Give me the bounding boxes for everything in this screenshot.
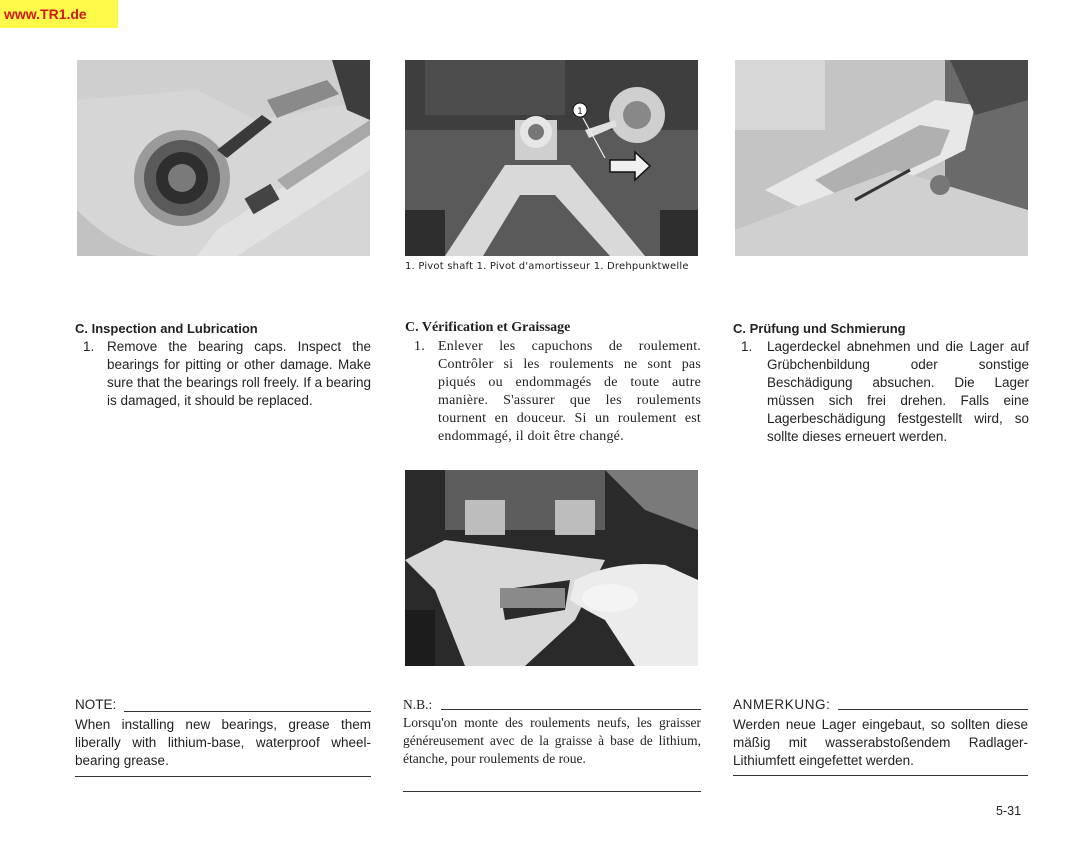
note-rule-top-german <box>838 709 1028 710</box>
page-number: 5-31 <box>996 804 1022 818</box>
photo-bearing-cap-removal <box>77 60 370 256</box>
figure-caption-pivot-shaft: 1. Pivot shaft 1. Pivot d'amortisseur 1. Drehpunktwelle <box>405 261 689 272</box>
site-watermark: www.TR1.de <box>0 0 118 28</box>
note-title-english: NOTE: <box>75 697 117 712</box>
note-rule-top-english <box>124 711 371 712</box>
step-text-english <box>83 338 371 410</box>
heading-english: C. Inspection and Lubrication <box>75 321 258 336</box>
note-title-german: ANMERKUNG: <box>733 697 831 712</box>
step-number-english: 1. <box>83 339 95 354</box>
step-text-french <box>414 338 701 446</box>
note-rule-bottom-german <box>733 775 1028 776</box>
heading-french: C. Vérification et Graissage <box>405 320 571 335</box>
note-rule-bottom-english <box>75 776 371 777</box>
note-text-english: When installing new bearings, grease them liberally with lithium-base, waterproof wheel-bearing grease. <box>75 717 371 768</box>
heading-german: C. Prüfung und Schmierung <box>733 321 906 336</box>
step-text-german <box>741 338 1029 446</box>
note-rule-top-french <box>441 709 701 710</box>
step-content-german: Lagerdeckel abnehmen und die Lager auf Grübchenbildung oder sonstige Beschädigung absuchen. Die Lager müssen sich frei drehen. Falls eine Lagerbeschädigung festgestellt wird, so sollte dieses erneuert werden. <box>767 339 1029 444</box>
photo-swingarm <box>735 60 1028 256</box>
note-rule-bottom-french <box>403 791 701 792</box>
photo-pivot-shaft <box>405 60 698 256</box>
step-content-french: Enlever les capuchons de roulement. Contrôler si les roulements ne sont pas piqués ou endommagés de toute autre manière. S'assurer que les roulements tournent en douceur. Si un roulement est endommagé, il doit être changé. <box>438 339 701 444</box>
note-text-french: Lorsqu'on monte des roulements neufs, les graisser généreusement avec de la graisse à base de lithium, étanche, pour roulements de roue. <box>403 715 701 766</box>
photo-greasing-bearing <box>405 470 698 666</box>
note-title-french: N.B.: <box>403 697 433 712</box>
step-number-german: 1. <box>741 339 753 354</box>
step-content-english: Remove the bearing caps. Inspect the bearings for pitting or other damage. Make sure that the bearings roll freely. If a bearing is damaged, it should be replaced. <box>107 339 371 408</box>
step-number-french: 1. <box>414 339 425 354</box>
callout-pivot-shaft: 1 <box>577 107 583 117</box>
note-text-german: Werden neue Lager eingebaut, so sollten diese mäßig mit wasserabstoßendem Radlager-Lithiumfett eingefettet werden. <box>733 717 1028 768</box>
